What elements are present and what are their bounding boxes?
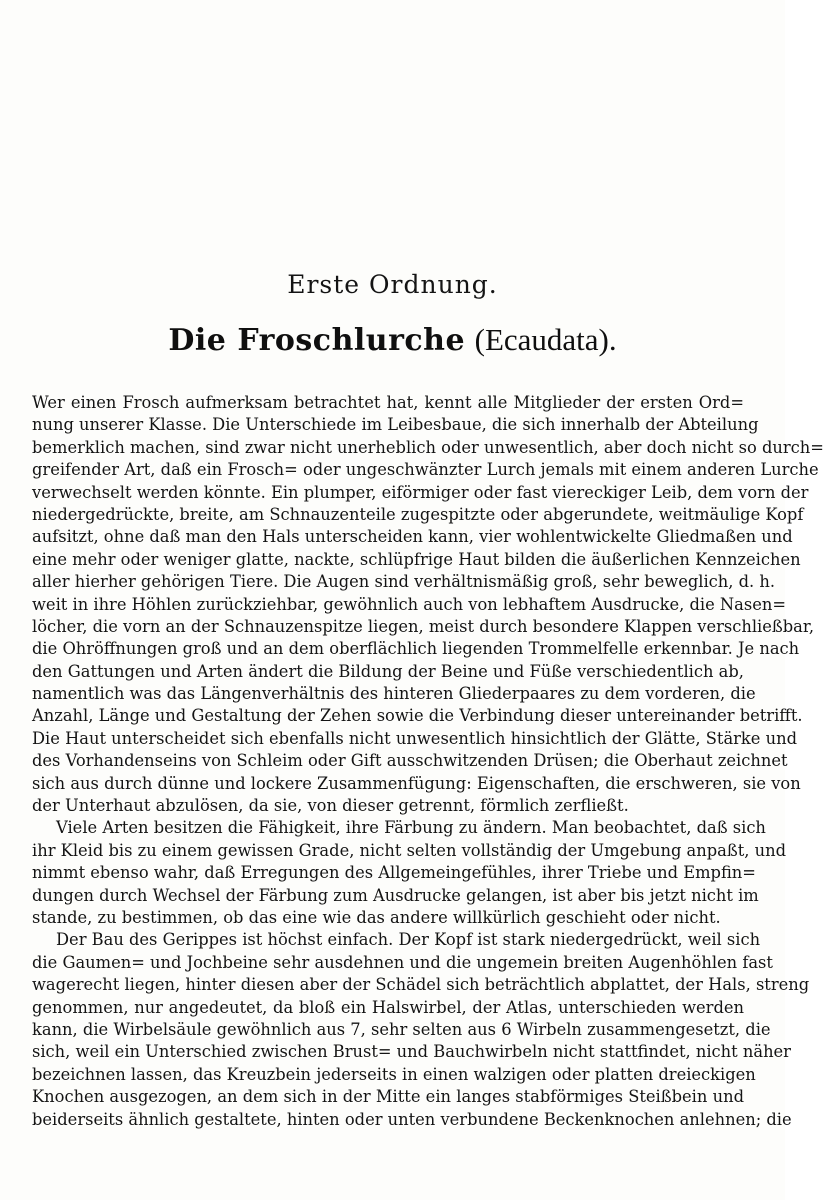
text-line: Viele Arten besitzen die Fähigkeit, ihre Färbung zu ändern. Man beobachtet, daß sich <box>56 818 766 838</box>
text-line: aufsitzt, ohne daß man den Hals unterscheiden kann, vier wohlentwickelte Gliedmaßen und <box>32 527 793 547</box>
text-line: dungen durch Wechsel der Färbung zum Ausdrucke gelangen, ist aber bis jetzt nicht im <box>32 885 759 905</box>
text-line: den Gattungen und Arten ändert die Bildung der Beine und Füße verschiedentlich ab, <box>32 661 744 681</box>
text-line: eine mehr oder weniger glatte, nackte, schlüpfrige Haut bilden die äußerlichen Kennzeichen <box>32 549 801 569</box>
text-line: des Vorhandenseins von Schleim oder Gift ausschwitzenden Drüsen; die Oberhaut zeichnet <box>32 751 788 771</box>
text-line: sich aus durch dünne und lockere Zusammenfügung: Eigenschaften, die erschweren, sie von <box>32 773 801 793</box>
text-line: namentlich was das Längenverhältnis des hinteren Gliederpaares zu dem vorderen, die <box>32 684 756 704</box>
text-line: die Gaumen= und Jochbeine sehr ausdehnen und die ungemein breiten Augenhöhlen fast <box>32 952 773 972</box>
text-line: sich, weil ein Unterschied zwischen Brust= und Bauchwirbeln nicht stattfindet, nicht näher <box>32 1042 791 1062</box>
chapter-title <box>0 322 785 358</box>
text-line: nimmt ebenso wahr, daß Erregungen des Allgemeingefühles, ihrer Triebe und Empfin= <box>32 863 756 883</box>
text-line: aller hierher gehörigen Tiere. Die Augen sind verhältnismäßig groß, sehr beweglich, d. h. <box>32 572 776 592</box>
text-line: bezeichnen lassen, das Kreuzbein jederseits in einen walzigen oder platten dreieckigen <box>32 1064 756 1084</box>
text-line: verwechselt werden könnte. Ein plumper, eiförmiger oder fast viereckiger Leib, dem vorn der <box>32 482 809 502</box>
text-line: löcher, die vorn an der Schnauzenspitze liegen, meist durch besondere Klappen verschließbar, <box>32 616 815 636</box>
paragraph <box>32 817 787 929</box>
order-heading: Erste Ordnung. <box>287 270 498 299</box>
body-text <box>32 392 824 1131</box>
paragraph <box>32 929 810 1131</box>
text-line: genommen, nur angedeutet, da bloß ein Halswirbel, der Atlas, unterschieden werden <box>32 997 744 1017</box>
text-line: die Ohröffnungen groß und an dem oberflächlich liegenden Trommelfelle erkennbar. Je nach <box>32 639 800 659</box>
text-line: weit in ihre Höhlen zurückziehbar, gewöhnlich auch von lebhaftem Ausdrucke, die Nasen= <box>32 594 786 614</box>
text-line: der Unterhaut abzulösen, da sie, von dieser getrennt, förmlich zerfließt. <box>32 796 629 816</box>
text-line: wagerecht liegen, hinter diesen aber der Schädel sich beträchtlich abplattet, der Hals, streng <box>32 975 810 995</box>
text-line: kann, die Wirbelsäule gewöhnlich aus 7, sehr selten aus 6 Wirbeln zusammengesetzt, die <box>32 1019 771 1039</box>
text-line: Wer einen Frosch aufmerksam betrachtet hat, kennt alle Mitglieder der ersten Ord= <box>32 393 744 412</box>
text-line: Knochen ausgezogen, an dem sich in der Mitte ein langes stabförmiges Steißbein und <box>32 1087 744 1107</box>
text-line: bemerklich machen, sind zwar nicht unerheblich oder unwesentlich, aber doch nicht so durch= <box>32 437 824 457</box>
text-line: niedergedrückte, breite, am Schnauzenteile zugespitzte oder abgerundete, weitmäulige Kopf <box>32 504 804 524</box>
text-line: stande, zu bestimmen, ob das eine wie das andere willkürlich geschieht oder nicht. <box>32 907 721 927</box>
paragraph <box>32 392 824 817</box>
text-line: ihr Kleid bis zu einem gewissen Grade, nicht selten vollständig der Umgebung anpaßt, und <box>32 840 787 860</box>
chapter-title-latin: (Ecaudata). <box>474 322 617 357</box>
text-line: Anzahl, Länge und Gestaltung der Zehen sowie die Verbindung dieser untereinander betrifft. <box>32 706 803 726</box>
chapter-title-main: Die Froschlurche <box>168 323 466 358</box>
text-line: Der Bau des Gerippes ist höchst einfach. Der Kopf ist stark niedergedrückt, weil sich <box>56 930 761 950</box>
text-line: nung unserer Klasse. Die Unterschiede im Leibesbaue, die sich innerhalb der Abteilung <box>32 415 759 435</box>
text-line: Die Haut unterscheidet sich ebenfalls nicht unwesentlich hinsichtlich der Glätte, Stärke und <box>32 728 798 748</box>
text-line: beiderseits ähnlich gestaltete, hinten oder unten verbundene Beckenknochen anlehnen; die <box>32 1109 792 1129</box>
text-line: greifender Art, daß ein Frosch= oder ungeschwänzter Lurch jemals mit einem anderen Lurche <box>32 460 819 480</box>
